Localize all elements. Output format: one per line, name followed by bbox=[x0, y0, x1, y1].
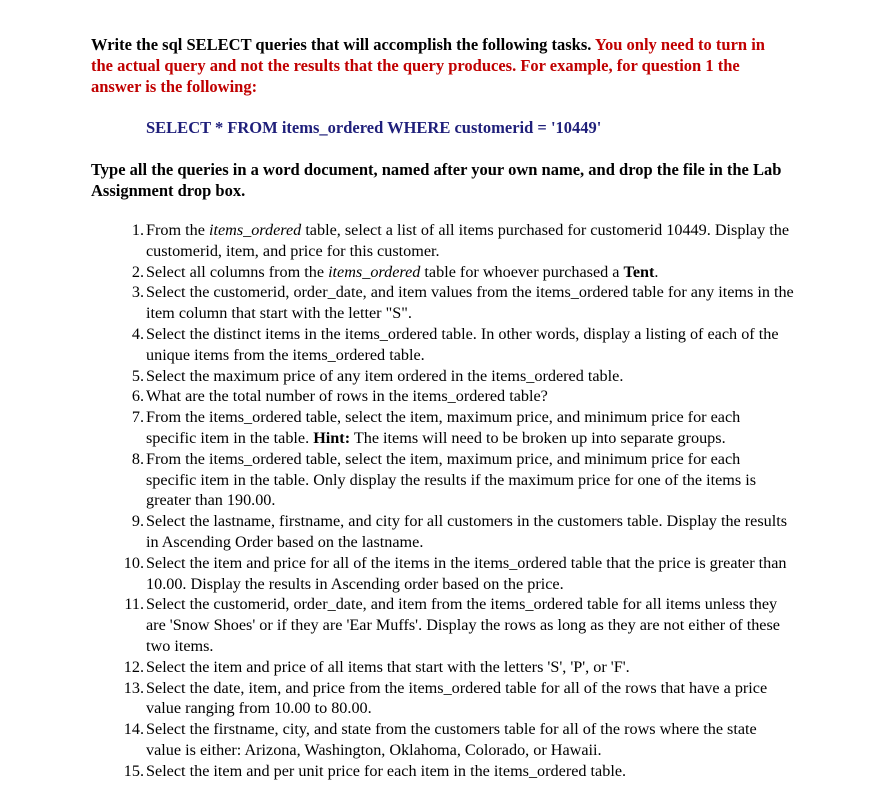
list-item bbox=[131, 262, 794, 283]
item-number: 13. bbox=[123, 678, 144, 697]
list-item bbox=[131, 407, 794, 449]
intro-text: Write the sql SELECT queries that will accomplish the following tasks. bbox=[91, 35, 592, 54]
list-item bbox=[131, 282, 794, 324]
list-item bbox=[123, 761, 794, 782]
list-item bbox=[131, 366, 794, 387]
item-number: 6. bbox=[131, 387, 144, 406]
list-item bbox=[123, 719, 794, 761]
submission-instructions: Type all the queries in a word document, named after your own name, and drop the file in the Lab Assignment drop box. bbox=[91, 160, 782, 200]
list-item bbox=[123, 678, 794, 720]
example-query: SELECT * FROM items_ordered WHERE customerid = '10449' bbox=[146, 118, 602, 137]
list-item bbox=[131, 511, 794, 553]
item-number: 9. bbox=[131, 512, 144, 531]
item-bold: Hint: bbox=[313, 428, 351, 447]
item-bold: Tent bbox=[623, 262, 655, 281]
item-text: Select the customerid, order_date, and item from the items_ordered table for all items unless they are 'Snow Shoes' or if they are 'Ear Muffs'. Display the rows as long as they are not either of these two items. bbox=[146, 595, 780, 655]
item-text: From the items_ordered table, select the item, maximum price, and minimum price for each specific item in the table. bbox=[146, 408, 741, 447]
item-number: 1. bbox=[131, 221, 144, 239]
list-item bbox=[124, 594, 794, 656]
item-text: Select the lastname, firstname, and city for all customers in the customers table. Display the results in Ascending Order based on the lastname. bbox=[146, 512, 788, 551]
item-number: 11. bbox=[124, 595, 144, 614]
item-number: 10. bbox=[123, 553, 144, 572]
item-text: The items will need to be broken up into separate groups. bbox=[350, 428, 726, 447]
item-number: 2. bbox=[131, 262, 144, 281]
item-text: Select the distinct items in the items_ordered table. In other words, display a listing of each of the unique items from the items_ordered table. bbox=[146, 324, 779, 364]
intro-paragraph bbox=[91, 34, 791, 97]
item-number: 5. bbox=[131, 366, 144, 385]
intro-red-note: You only need to turn in the actual query and not the results that the query produces. For example, for question 1 the answer is the following: bbox=[91, 35, 765, 96]
list-item bbox=[131, 449, 794, 511]
item-emphasis: items_ordered bbox=[328, 262, 421, 281]
item-emphasis: items_ordered bbox=[208, 221, 302, 239]
item-number: 7. bbox=[131, 408, 144, 427]
item-text: Select the item and price for all of the items in the items_ordered table that the price is greater than 10.00. Display the results in Ascending order based on the price. bbox=[146, 553, 787, 593]
item-text: table for whoever purchased a bbox=[420, 262, 624, 281]
item-text: Select the maximum price of any item ordered in the items_ordered table. bbox=[146, 366, 624, 385]
item-text: . bbox=[654, 262, 659, 281]
item-text: Select all columns from the bbox=[146, 262, 329, 281]
item-text: Select the customerid, order_date, and item values from the items_ordered table for any items in the item column that start with the letter "S". bbox=[146, 283, 794, 323]
list-item bbox=[131, 220, 794, 262]
list-item bbox=[131, 386, 794, 407]
item-text: From the items_ordered table, select the item, maximum price, and minimum price for each specific item in the table. Only display the results if the maximum price for one of the items is greater than 190.00. bbox=[146, 449, 757, 510]
item-text: From the bbox=[146, 221, 209, 239]
item-text: Select the item and price of all items that start with the letters 'S', 'P', or 'F'. bbox=[146, 657, 630, 676]
item-number: 15. bbox=[123, 761, 144, 780]
item-number: 3. bbox=[131, 283, 144, 302]
item-text: table, select a list of all items purchased for customerid 10449. Display the customerid, item, and price for this customer. bbox=[146, 221, 790, 260]
item-number: 4. bbox=[131, 324, 144, 343]
item-number: 8. bbox=[131, 449, 144, 468]
list-item bbox=[131, 324, 794, 366]
item-text: Select the item and per unit price for each item in the items_ordered table. bbox=[146, 761, 627, 780]
item-text: What are the total number of rows in the items_ordered table? bbox=[146, 387, 548, 406]
task-list bbox=[123, 220, 794, 782]
item-number: 14. bbox=[123, 720, 144, 739]
item-text: Select the date, item, and price from the items_ordered table for all of the rows that have a price value ranging from 10.00 to 80.00. bbox=[146, 678, 768, 718]
list-item bbox=[123, 657, 794, 678]
list-item bbox=[123, 553, 794, 595]
item-text: Select the firstname, city, and state from the customers table for all of the rows where the state value is either: Arizona, Washington, Oklahoma, Colorado, or Hawaii. bbox=[146, 720, 757, 759]
item-number: 12. bbox=[123, 657, 144, 676]
